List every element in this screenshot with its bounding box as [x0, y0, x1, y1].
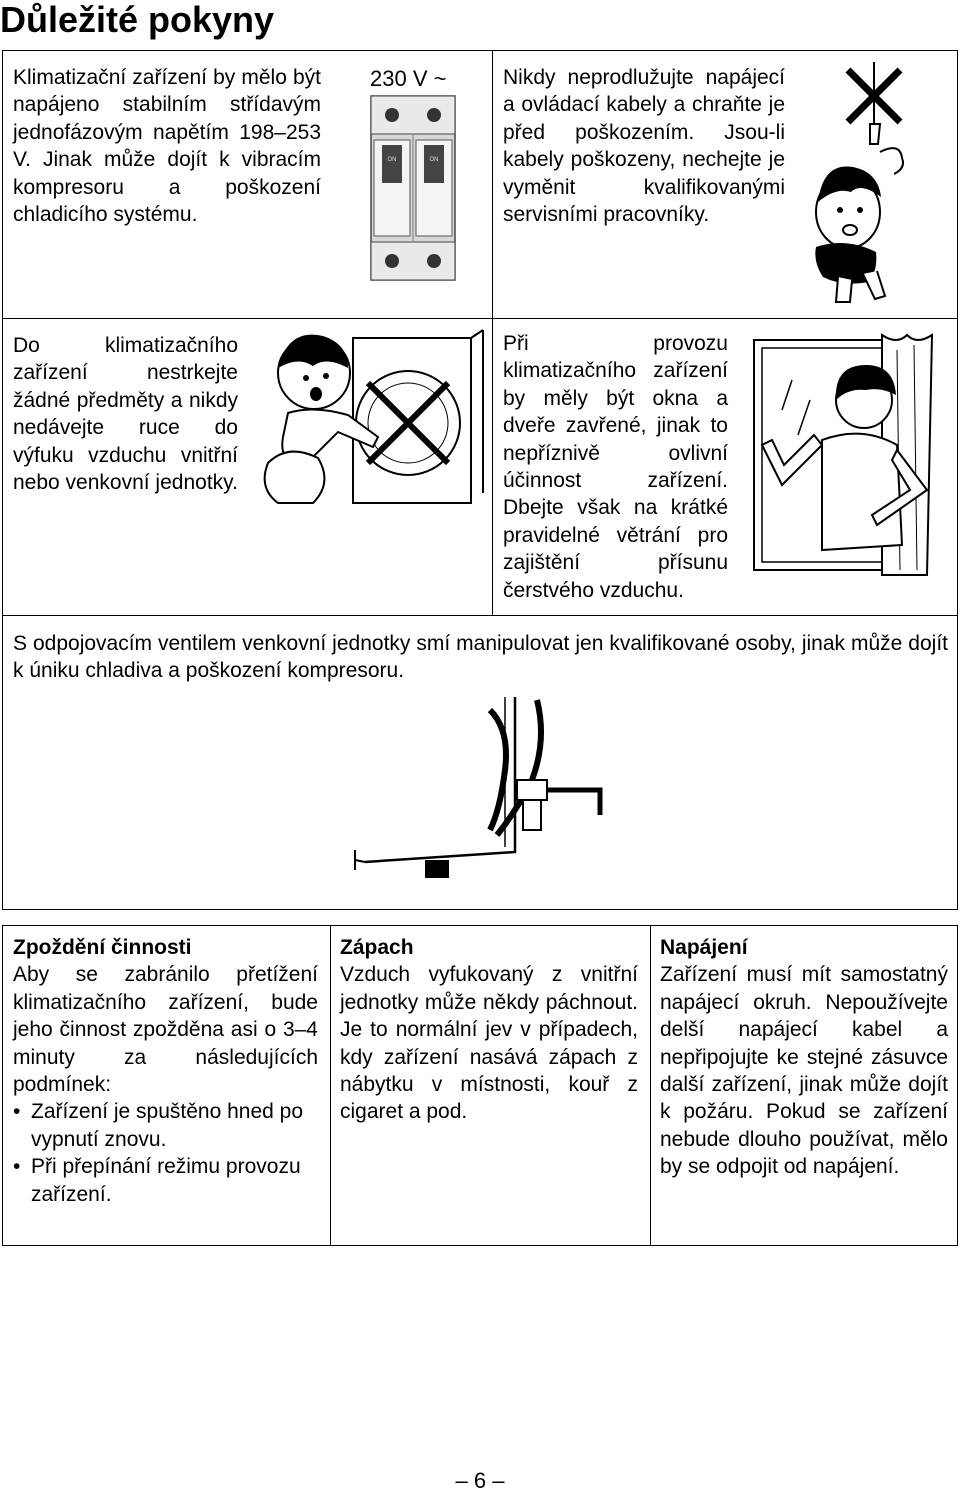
delay-heading: Zpoždění činnosti — [13, 936, 192, 959]
delay-text: Aby se zabránilo přetížení klimatizačního zařízení, bude jeho činnost zpožděna asi o 3–4 minuty za následujících podmínek: — [13, 963, 318, 1097]
page-title: Důležité pokyny — [0, 0, 275, 40]
objects-text: Do klimatizačního zařízení nestrkejte žádné předměty a nikdy nedávejte ruce do výfuku vzduchu vnitřní nebo venkovní jednotky. — [13, 334, 238, 495]
switch-label: ON — [429, 157, 439, 163]
child-hand-in-fan-illustration — [258, 328, 483, 508]
window-closing-illustration — [752, 330, 942, 580]
row-divider — [2, 615, 958, 616]
supply-heading: Napájení — [660, 936, 748, 959]
child-hanging-on-cable-illustration — [808, 62, 918, 307]
delay-bullet: • Při přepínání režimu provozu zařízení. — [13, 1153, 318, 1208]
supply-text: Zařízení musí mít samostatný napájecí okruh. Nepoužívejte delší napájecí kabel a nepřipojujte ke stejné zásuvce další zařízení, jinak může dojít k požáru. Pokud se zařízení nebude dlouho používat, mělo by se odpojit od napájení. — [660, 963, 948, 1179]
column-divider — [492, 50, 493, 615]
page-number: – 6 – — [455, 1468, 505, 1493]
circuit-breaker-illustration — [370, 95, 456, 281]
supply-section — [660, 934, 948, 1181]
column-divider — [650, 925, 651, 1246]
voltage-label: 230 V ~ — [370, 66, 447, 91]
row-divider — [2, 318, 958, 319]
cables-text: Nikdy neprodlužujte napájecí a ovládací kabely a chraňte je před poškozením. Jsou-li kabely poškozeny, nechejte je vyměnit kvalifikovanými servisními pracovníky. — [503, 66, 785, 227]
power-text: Klimatizační zařízení by mělo být napájeno stabilním střídavým jednofázovým napětím 198–253 V. Jinak může dojít k vibracím kompresoru a poškození chladicího systému. — [13, 66, 321, 227]
smell-text: Vzduch vyfukovaný z vnitřní jednotky může někdy páchnout. Je to normální jev v případech, kdy zařízení nasává zápach z nábytku v místnosti, kouř z cigaret a pod. — [340, 963, 638, 1124]
smell-section — [340, 934, 638, 1126]
windows-text: Při provozu klimatizačního zařízení by měly být okna a dveře zavřené, jinak to nepříznivě ovlivní účinnost zařízení. Dbejte však na krátké pravidelné větrání pro zajištění přísunu čerstvého vzduchu. — [503, 332, 728, 602]
smell-heading: Zápach — [340, 936, 414, 959]
valve-text: S odpojovacím ventilem venkovní jednotky smí manipulovat jen kvalifikované osoby, jinak může dojít k úniku chladiva a poškození kompresoru. — [13, 632, 948, 683]
delay-bullet: • Zařízení je spuštěno hned po vypnutí znovu. — [13, 1098, 318, 1153]
column-divider — [330, 925, 331, 1246]
switch-label: ON — [387, 157, 397, 163]
outdoor-unit-valve-illustration — [355, 695, 610, 885]
delay-section — [13, 934, 318, 1208]
